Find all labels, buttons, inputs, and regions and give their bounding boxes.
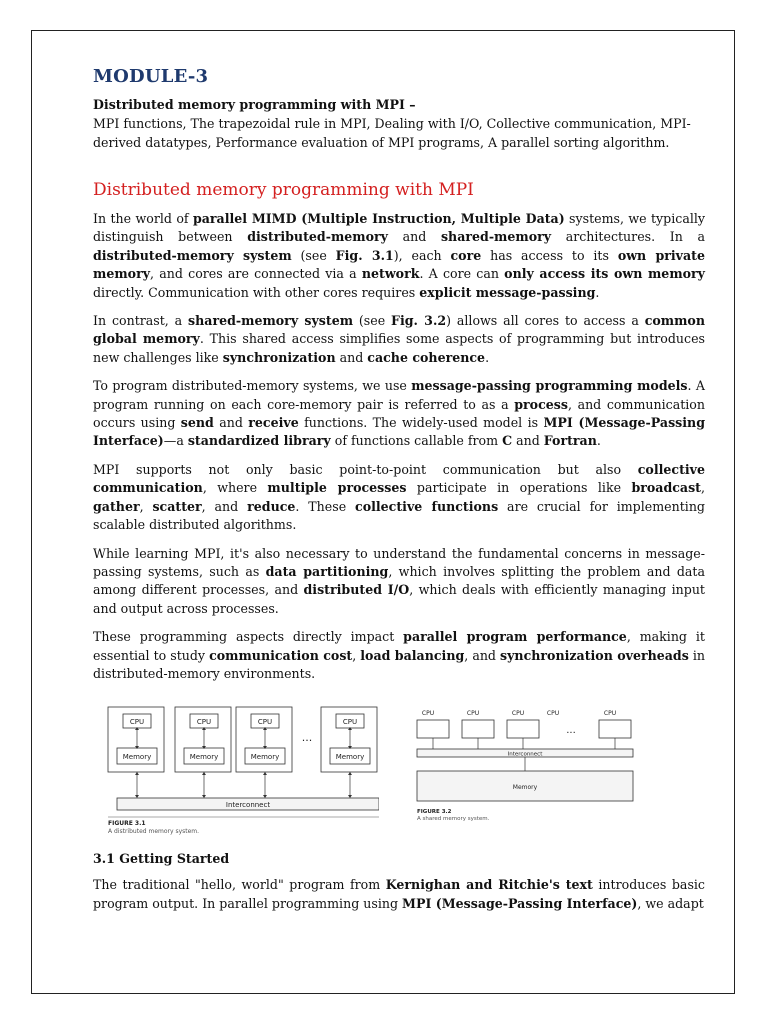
text-run: . A program running on each core-memory pair is referred to as a <box>93 378 705 412</box>
bold-term: synchronization <box>222 349 336 365</box>
bold-term: parallel program performance <box>403 629 627 645</box>
text-run: and <box>387 229 441 245</box>
text-run: ) allows all cores to access a <box>446 313 645 329</box>
bold-term: Fig. 3.1 <box>335 247 394 263</box>
text-run: . This shared access simplifies some aspects of programming but introduces new challenges like <box>93 331 705 365</box>
memory-label-2: Memory <box>189 753 219 762</box>
ellipsis: ... <box>566 725 576 737</box>
cpu-label-5: CPU <box>603 710 617 718</box>
figure-caption-title: FIGURE 3.2 <box>417 809 452 816</box>
figure-caption-title: FIGURE 3.1 <box>108 820 146 828</box>
memory-label-1: Memory <box>122 753 152 762</box>
bold-term: Kernighan and Ritchie's text <box>385 877 593 893</box>
bold-term: cache coherence <box>367 349 486 365</box>
figure-caption-text: A shared memory system. <box>417 816 490 823</box>
paragraph-5 <box>93 545 705 619</box>
bold-term: multiple processes <box>267 480 407 496</box>
text-run: participate in operations like <box>406 480 632 496</box>
text-run: , and cores are connected via a <box>150 266 362 282</box>
text-run: , and <box>201 498 248 514</box>
bold-term: network <box>361 266 420 282</box>
bold-term: Fortran <box>543 433 597 449</box>
bold-term: process <box>514 396 568 412</box>
cpu-label-2: CPU <box>466 710 480 718</box>
text-run: , we adapt <box>637 895 704 911</box>
memory-label-3: Memory <box>250 753 280 762</box>
bold-term: common global memory <box>93 313 705 347</box>
text-run: , making it essential to study <box>93 629 705 663</box>
ellipsis: ... <box>301 731 313 745</box>
bold-term: C <box>502 433 513 449</box>
bold-term: communication cost <box>209 647 353 663</box>
bold-term: shared-memory <box>440 229 552 245</box>
cpu-label-4: CPU <box>546 710 560 718</box>
text-run: architectures. In a <box>551 229 705 245</box>
bold-term: Fig. 3.2 <box>391 313 447 329</box>
interconnect-label: Interconnect <box>225 801 271 810</box>
text-run: In contrast, a <box>93 313 189 329</box>
cpu-box-1 <box>417 720 449 738</box>
cpu-box-3 <box>507 720 539 738</box>
bold-term: only access its own memory <box>504 266 705 282</box>
module-title: MODULE-3 <box>93 66 209 87</box>
paragraph-1 <box>93 210 705 302</box>
text-run: These programming aspects directly impact <box>93 629 404 645</box>
text-run: , <box>139 498 153 514</box>
bold-term: scatter <box>152 498 202 514</box>
bold-term: MPI (Message-Passing Interface) <box>93 415 705 449</box>
text-run: , and <box>464 647 501 663</box>
text-run: . <box>596 433 601 449</box>
text-run: . These <box>295 498 356 514</box>
text-run: . A core can <box>419 266 505 282</box>
bold-term: standardized library <box>187 433 331 449</box>
figure-3-1 <box>107 705 379 835</box>
bold-term: explicit message-passing <box>419 284 596 300</box>
text-run: has access to its <box>481 247 618 263</box>
module-topics: MPI functions, The trapezoidal rule in MPI, Dealing with I/O, Collective communication, MPI-derived datatypes, Performance evaluation of MPI programs, A parallel sorting algorithm. <box>93 116 691 150</box>
cpu-label-1: CPU <box>421 710 435 718</box>
cpu-box-2 <box>462 720 494 738</box>
text-run: introduces basic program output. In parallel programming using <box>93 877 705 911</box>
text-run: MPI supports not only basic point-to-point communication but also <box>93 461 638 477</box>
text-run: In the world of <box>93 211 193 226</box>
text-run: , <box>352 647 361 663</box>
paragraph-2 <box>93 312 705 367</box>
text-run: While learning MPI, it's also necessary to understand the fundamental concerns in message-passing systems, such as <box>93 545 705 579</box>
cpu-box-4 <box>599 720 631 738</box>
text-run: and <box>512 433 544 449</box>
cpu-label-2: CPU <box>196 718 212 727</box>
bold-term: send <box>180 415 214 431</box>
bold-term: distributed-memory system <box>93 247 292 263</box>
cpu-label-3: CPU <box>257 718 273 727</box>
text-run: The traditional "hello, world" program from <box>93 877 386 893</box>
text-run: and <box>335 349 368 365</box>
bold-term: synchronization overheads <box>500 647 689 663</box>
text-run: ), each <box>393 247 451 263</box>
text-run: , which involves splitting the problem and data among different processes, and <box>93 563 705 598</box>
bold-term: data partitioning <box>265 563 389 579</box>
text-run: —a <box>163 433 188 449</box>
bold-term: shared-memory system <box>188 313 354 329</box>
paragraph-4 <box>93 461 705 535</box>
bold-term: MPI (Message-Passing Interface) <box>402 895 638 911</box>
text-run: To program distributed-memory systems, we use <box>93 378 412 394</box>
bold-term: distributed-memory <box>247 229 388 245</box>
text-run: systems, we typically distinguish between <box>93 211 705 245</box>
text-run: are crucial for implementing scalable distributed algorithms. <box>93 498 705 533</box>
bold-term: collective functions <box>355 498 499 514</box>
text-run: (see <box>291 247 336 263</box>
module-subtitle: Distributed memory programming with MPI – <box>93 97 416 112</box>
bold-term: collective communication <box>93 461 705 496</box>
text-run: in distributed-memory environments. <box>93 647 705 681</box>
text-run: , which deals with efficiently managing input and output across processes. <box>93 582 705 616</box>
text-run: , <box>700 480 705 496</box>
text-run: and <box>213 415 249 431</box>
text-run: (see <box>353 313 392 329</box>
section-title: Distributed memory programming with MPI <box>93 180 474 200</box>
figures-row <box>93 705 705 835</box>
interconnect-label: Interconnect <box>507 751 543 758</box>
bold-term: gather <box>93 498 140 514</box>
text-run: , and communication occurs using <box>93 396 705 431</box>
bold-term: reduce <box>247 498 296 514</box>
text-run: functions. The widely-used model is <box>298 415 544 431</box>
text-run: . <box>485 349 490 365</box>
bold-term: load balancing <box>360 647 465 663</box>
text-run: . <box>595 284 600 300</box>
memory-label-4: Memory <box>335 753 365 762</box>
bold-term: parallel MIMD (Multiple Instruction, Multiple Data) <box>192 211 565 226</box>
cpu-label-4: CPU <box>342 718 358 727</box>
text-run: , where <box>202 480 268 496</box>
bold-term: receive <box>248 415 299 431</box>
cpu-label-1: CPU <box>129 718 145 727</box>
text-run: directly. Communication with other cores requires <box>93 284 420 300</box>
bold-term: broadcast <box>631 480 701 496</box>
paragraph-7 <box>93 876 705 913</box>
paragraph-3 <box>93 377 705 451</box>
text-run: of functions callable from <box>330 433 503 449</box>
bold-term: own private memory <box>93 247 705 282</box>
bold-term: core <box>450 247 482 263</box>
paragraph-6 <box>93 628 705 683</box>
document-content <box>93 66 705 913</box>
figure-caption-text: A distributed memory system. <box>108 828 200 836</box>
memory-label: Memory <box>512 784 538 792</box>
bold-term: distributed I/O <box>303 582 410 598</box>
subsection-title: 3.1 Getting Started <box>93 851 230 867</box>
figure-3-2 <box>415 705 637 835</box>
bold-term: message-passing programming models <box>411 378 688 394</box>
cpu-label-3: CPU <box>511 710 525 718</box>
